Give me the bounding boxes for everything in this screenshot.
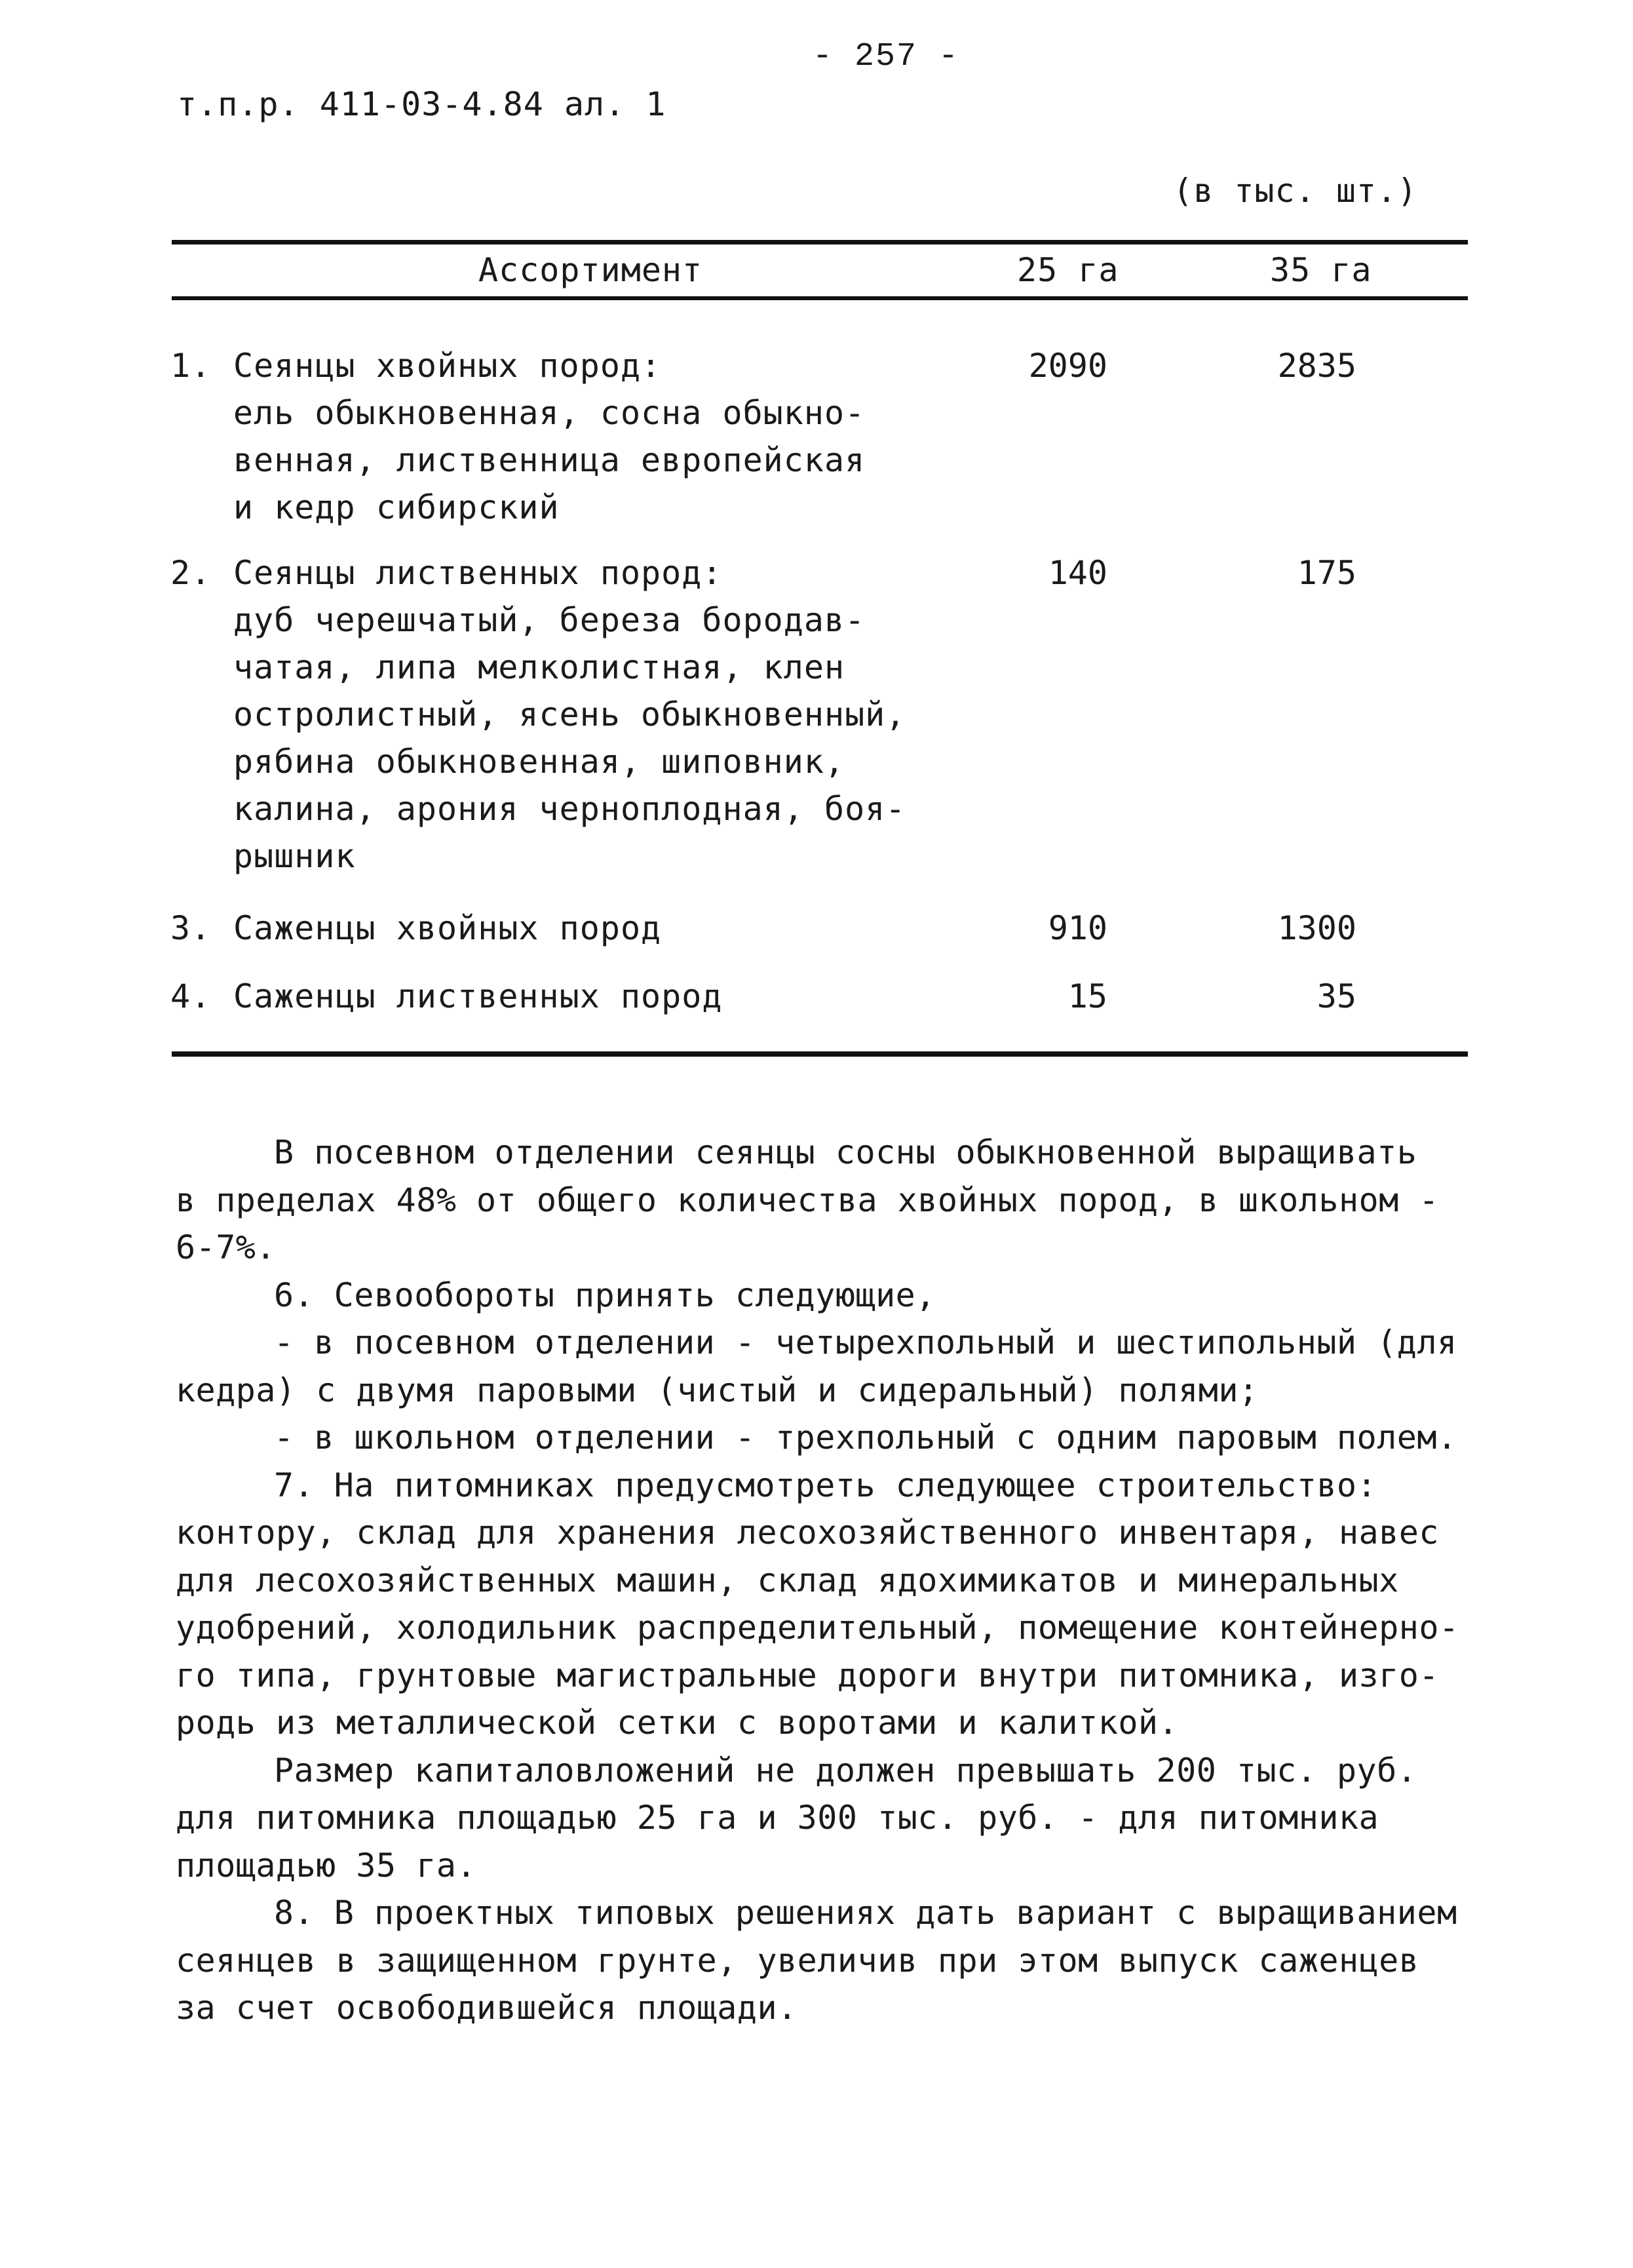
paragraph-line: удобрений, холодильник распределительный, помещение контейнерно- — [176, 1609, 1459, 1647]
document-reference: т.п.р. 411-03-4.84 ал. 1 — [177, 85, 666, 123]
value-35ha: 2835 — [1277, 347, 1356, 385]
paragraph-line: сеянцев в защищенном грунте, увеличив при этом выпуск саженцев — [176, 1941, 1419, 1980]
row-detail-line: рышник — [233, 837, 356, 875]
column-header-assortment: Ассортимент — [478, 251, 703, 289]
row-detail-line: рябина обыкновенная, шиповник, — [233, 743, 845, 781]
paragraph-line: кедра) с двумя паровыми (чистый и сидеральный) полями; — [176, 1371, 1259, 1409]
row-detail-line: ель обыкновенная, сосна обыкно- — [233, 394, 866, 432]
value-35ha: 35 — [1316, 977, 1356, 1015]
paragraph-line: - в посевном отделении - четырехпольный и шестипольный (для — [274, 1323, 1457, 1361]
paragraph-line: 8. В проектных типовых решениях дать вариант с выращиванием — [274, 1894, 1457, 1932]
paragraph-line: 7. На питомниках предусмотреть следующее строительство: — [274, 1466, 1377, 1504]
row-detail-line: калина, арония черноплодная, боя- — [233, 790, 906, 828]
value-25ha: 15 — [1067, 977, 1107, 1015]
paragraph-line: контору, склад для хранения лесохозяйственного инвентаря, навес — [176, 1514, 1439, 1552]
table-top-rule — [172, 240, 1468, 244]
table-bottom-rule — [172, 1051, 1468, 1057]
row-title: Сеянцы хвойных пород: — [233, 347, 662, 385]
row-label — [170, 973, 957, 1020]
paragraph-line: в пределах 48% от общего количества хвойных пород, в школьном - — [176, 1181, 1439, 1219]
value-35ha: 175 — [1297, 554, 1356, 592]
page-number: - 257 - — [813, 38, 960, 75]
paragraph-line: 6-7%. — [176, 1228, 277, 1266]
row-detail-line: дуб черешчатый, береза бородав- — [233, 601, 866, 639]
row-number: 2. — [170, 554, 212, 592]
row-title: Саженцы хвойных пород — [233, 909, 662, 947]
table-units-note: (в тыс. шт.) — [1173, 172, 1418, 210]
row-label — [170, 905, 957, 952]
row-label — [170, 342, 957, 531]
paragraph-line: В посевном отделении сеянцы сосны обыкновенной выращивать — [274, 1133, 1417, 1171]
value-25ha: 2090 — [1028, 347, 1107, 385]
column-header-35ha: 35 га — [1270, 251, 1372, 289]
paragraph-line: - в школьном отделении - трехпольный с одним паровым полем. — [274, 1418, 1457, 1457]
body-text — [176, 1129, 1473, 2032]
row-detail-line: остролистный, ясень обыкновенный, — [233, 695, 906, 733]
column-header-25ha: 25 га — [1017, 251, 1119, 289]
row-title: Саженцы лиственных пород — [233, 977, 723, 1015]
row-detail-line: чатая, липа мелколистная, клен — [233, 648, 845, 686]
row-number: 3. — [170, 909, 212, 947]
value-35ha: 1300 — [1277, 909, 1356, 947]
row-number: 4. — [170, 977, 212, 1015]
table-header-rule — [172, 296, 1468, 300]
paragraph-line: го типа, грунтовые магистральные дороги внутри питомника, изго- — [176, 1656, 1439, 1694]
paragraph-line: за счет освободившейся площади. — [176, 1989, 797, 2027]
paragraph-line: площадью 35 га. — [176, 1846, 477, 1885]
value-25ha: 910 — [1048, 909, 1107, 947]
paragraph-line: для лесохозяйственных машин, склад ядохимикатов и минеральных — [176, 1561, 1399, 1599]
paragraph-line: для питомника площадью 25 га и 300 тыс. руб. - для питомника — [176, 1799, 1379, 1837]
value-25ha: 140 — [1048, 554, 1107, 592]
paragraph-line: 6. Севообороты принять следующие, — [274, 1276, 936, 1314]
row-detail-line: и кедр сибирский — [233, 488, 560, 526]
row-label — [170, 549, 957, 880]
row-number: 1. — [170, 347, 212, 385]
row-detail-line: венная, лиственница европейская — [233, 441, 866, 479]
paragraph-line: родь из металлической сетки с воротами и калиткой. — [176, 1704, 1179, 1742]
paragraph-line: Размер капиталовложений не должен превышать 200 тыс. руб. — [274, 1751, 1417, 1789]
row-title: Сеянцы лиственных пород: — [233, 554, 723, 592]
